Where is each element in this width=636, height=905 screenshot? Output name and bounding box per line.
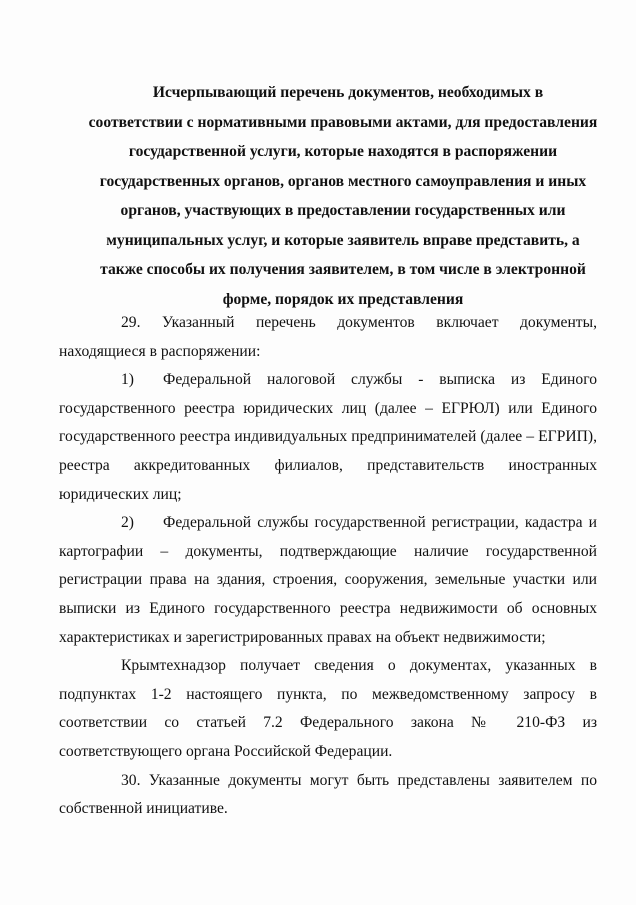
heading-line-5: органов, участвующих в предоставлении государственных или xyxy=(120,202,566,219)
list-item-1-text: Федеральной налоговой службы - выписка из Единого государственного реестра юридических лиц (далее – ЕГРЮЛ) или Единого государственного реестра индивидуальных предпринимателей (далее – ЕГРИП), реестра аккредитованных филиалов, представительств иностранных юридических лиц; xyxy=(59,371,597,503)
heading-line-2: соответствии с нормативными правовыми актами, для предоставления xyxy=(88,113,598,131)
section-heading xyxy=(88,78,598,314)
paragraph-30: 30. Указанные документы могут быть представлены заявителем по собственной инициативе. xyxy=(59,771,597,818)
list-item-2-text: Федеральной службы государственной регистрации, кадастра и картографии – документы, подтверждающие наличие государственной регистрации права на здания, строения, сооружения, земельные участки или выписки из Единого государственного реестра недвижимости об основных характеристиках и зарегистрированных правах на объект недвижимости; xyxy=(59,514,597,646)
heading-line-3: государственной услуги, которые находятся в распоряжении xyxy=(128,143,558,160)
heading-line-6: муниципальных услуг, и которые заявитель вправе представить, а xyxy=(106,231,580,249)
paragraph-29: 29. Указанный перечень документов включает документы, находящиеся в распоряжении: xyxy=(59,314,597,360)
list-item-2-marker: 2) xyxy=(121,514,134,532)
list-item-1 xyxy=(59,366,597,509)
list-item-1-marker: 1) xyxy=(121,371,134,389)
document-body xyxy=(59,309,597,824)
heading-line-4: государственных органов, органов местного самоуправления и иных xyxy=(99,172,587,190)
heading-line-8: форме, порядок их представления xyxy=(222,290,464,308)
paragraph-krymtekhnadzor: Крымтехнадзор получает сведения о документах, указанных в подпунктах 1-2 настоящего пункта, по межведомственному запросу в соответствии со статьей 7.2 Федерального закона № 210-ФЗ из соответствующего органа Российской Федерации. xyxy=(59,657,597,760)
heading-line-7: также способы их получения заявителем, в том числе в электронной xyxy=(100,261,586,278)
heading-line-1: Исчерпывающий перечень документов, необходимых в xyxy=(152,84,544,101)
list-item-2 xyxy=(59,509,597,652)
